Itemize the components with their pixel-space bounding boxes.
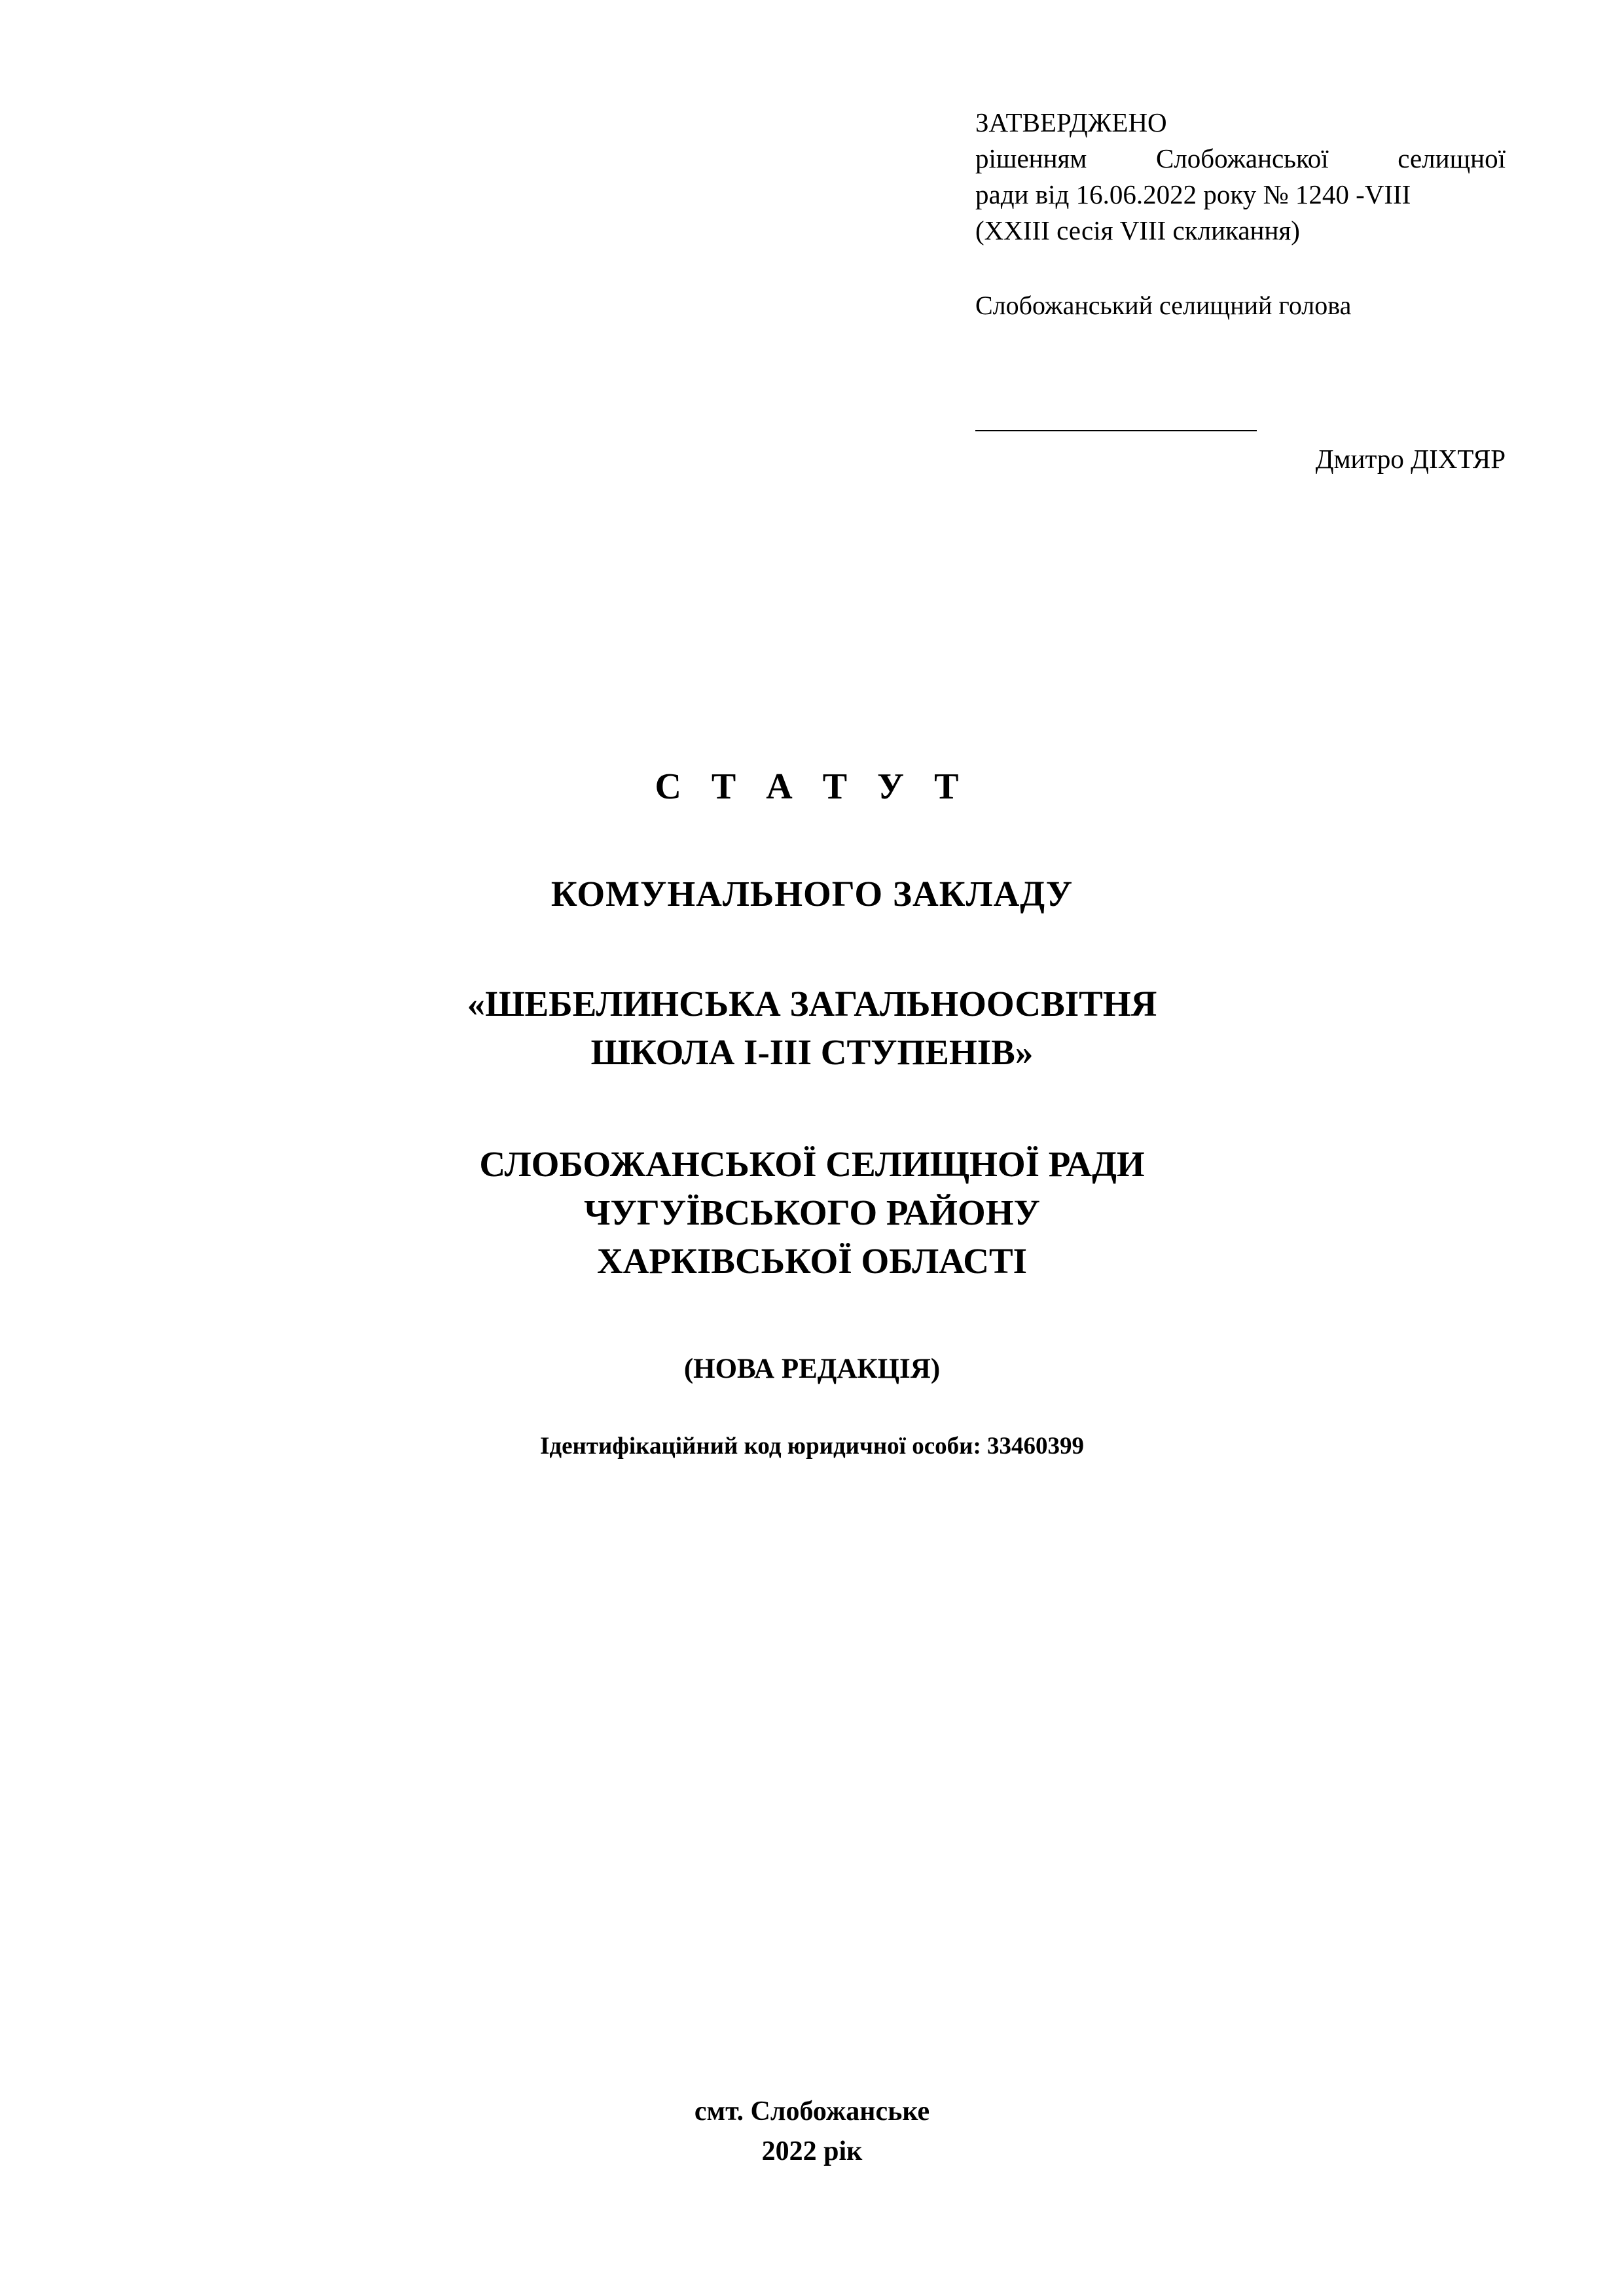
approval-line-2: ради від 16.06.2022 року № 1240 -VIII xyxy=(975,179,1411,209)
footer-year: 2022 рік xyxy=(761,2136,863,2167)
edition-note: (НОВА РЕДАКЦІЯ) xyxy=(683,1354,941,1385)
organization-owner-line-2: ЧУГУЇВСЬКОГО РАЙОНУ xyxy=(584,1193,1040,1233)
official-role: Слобожанський селищний голова xyxy=(975,290,1352,320)
approval-spacer xyxy=(975,249,1506,288)
approval-block xyxy=(975,105,1506,323)
approval-heading: ЗАТВЕРДЖЕНО xyxy=(975,107,1167,137)
footer-block xyxy=(0,2092,1624,2172)
approval-line-3: (XXIII сесія VIII скликання) xyxy=(975,215,1300,245)
signature-row xyxy=(975,429,1506,475)
organization-name-line-2: ШКОЛА І-ІІІ СТУПЕНІВ» xyxy=(590,1031,1034,1072)
signature-name: Дмитро ДІХТЯР xyxy=(1315,444,1506,474)
organization-owner-line-1: СЛОБОЖАНСЬКОЇ СЕЛИЩНОЇ РАДИ xyxy=(479,1144,1145,1185)
organization-name-line-1: «ШЕБЕЛИНСЬКА ЗАГАЛЬНООСВІТНЯ xyxy=(467,984,1157,1024)
signature-rule xyxy=(975,429,1257,431)
organization-owner-line-3: ХАРКІВСЬКОЇ ОБЛАСТІ xyxy=(596,1240,1028,1281)
organization-name xyxy=(0,980,1624,1076)
footer-place: смт. Слобожанське xyxy=(694,2096,930,2127)
organization-owner xyxy=(0,1140,1624,1285)
approval-line-1: рішенням Слобожанської селищної xyxy=(975,143,1506,173)
document-kind-title: С Т А Т У Т xyxy=(655,766,969,807)
title-block xyxy=(0,766,1624,1460)
registration-code: Ідентифікаційний код юридичної особи: 33460399 xyxy=(539,1433,1085,1460)
organization-type: КОМУНАЛЬНОГО ЗАКЛАДУ xyxy=(550,874,1074,914)
